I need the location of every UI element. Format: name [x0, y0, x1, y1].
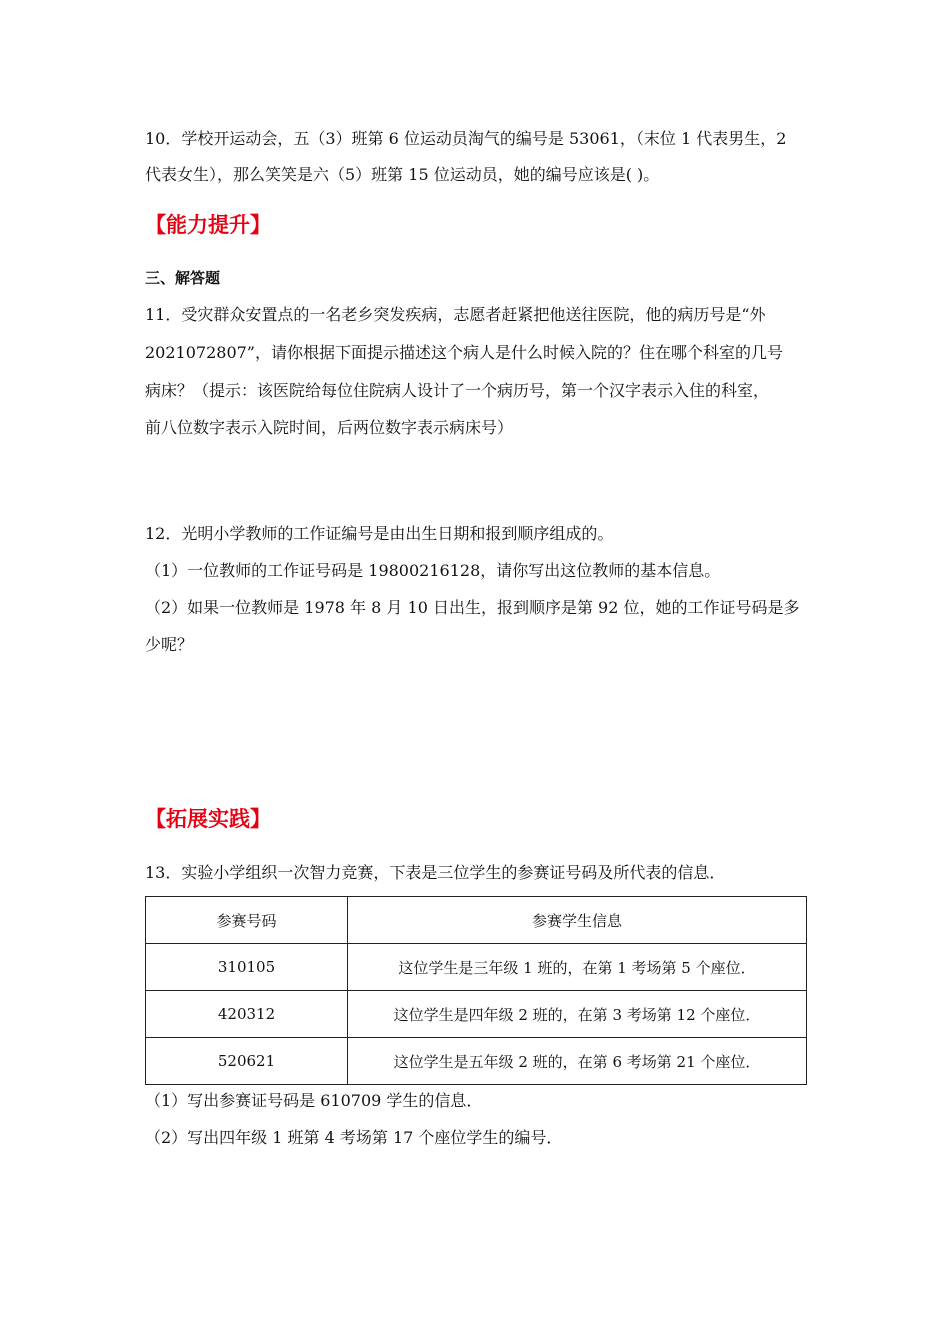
registration-table: [145, 896, 807, 1085]
q11-line-2: 2021072807”，请你根据下面提示描述这个病人是什么时候入院的？住在哪个科室的几号: [145, 343, 783, 362]
q12-line-1: 12．光明小学教师的工作证编号是由出生日期和报到顺序组成的。: [145, 524, 614, 543]
table-cell-number: 310105: [146, 944, 348, 991]
q10-line-1: 10．学校开运动会，五（3）班第 6 位运动员淘气的编号是 53061，（末位 1 代表男生，2: [145, 129, 787, 148]
q13-sub-2: （2）写出四年级 1 班第 4 考场第 17 个座位学生的编号．: [145, 1128, 563, 1147]
expand-heading: 【拓展实践】: [145, 807, 271, 831]
table-cell-info: 这位学生是四年级 2 班的，在第 3 考场第 12 个座位．: [348, 991, 807, 1038]
section-3-title: 三、解答题: [145, 269, 221, 287]
table-cell-number: 420312: [146, 991, 348, 1038]
q11-line-1: 11．受灾群众安置点的一名老乡突发疾病，志愿者赶紧把他送往医院，他的病历号是“外: [145, 305, 766, 324]
table-header-cell: 参赛号码: [146, 897, 348, 944]
q13-sub-1: （1）写出参赛证号码是 610709 学生的信息．: [145, 1091, 483, 1110]
table-row: [146, 1038, 807, 1085]
q12-line-3: （2）如果一位教师是 1978 年 8 月 10 日出生，报到顺序是第 92 位，她的工作证号码是多: [145, 598, 800, 617]
ability-heading: 【能力提升】: [145, 213, 271, 237]
q10-line-2: 代表女生），那么笑笑是六（5）班第 15 位运动员，她的编号应该是( )。: [145, 165, 660, 184]
q12-line-4: 少呢？: [145, 635, 194, 654]
table-row: [146, 991, 807, 1038]
table-cell-info: 这位学生是三年级 1 班的，在第 1 考场第 5 个座位．: [348, 944, 807, 991]
table-header-row: [146, 897, 807, 944]
q13-intro: 13．实验小学组织一次智力竞赛，下表是三位学生的参赛证号码及所代表的信息．: [145, 863, 726, 882]
q11-line-4: 前八位数字表示入院时间，后两位数字表示病床号）: [145, 418, 514, 437]
table-cell-info: 这位学生是五年级 2 班的，在第 6 考场第 21 个座位．: [348, 1038, 807, 1085]
q12-line-2: （1）一位教师的工作证号码是 19800216128，请你写出这位教师的基本信息。: [145, 561, 721, 580]
table-cell-number: 520621: [146, 1038, 348, 1085]
table-header-cell: 参赛学生信息: [348, 897, 807, 944]
table-row: [146, 944, 807, 991]
q11-line-3: 病床？（提示：该医院给每位住院病人设计了一个病历号，第一个汉字表示入住的科室，: [145, 381, 770, 400]
